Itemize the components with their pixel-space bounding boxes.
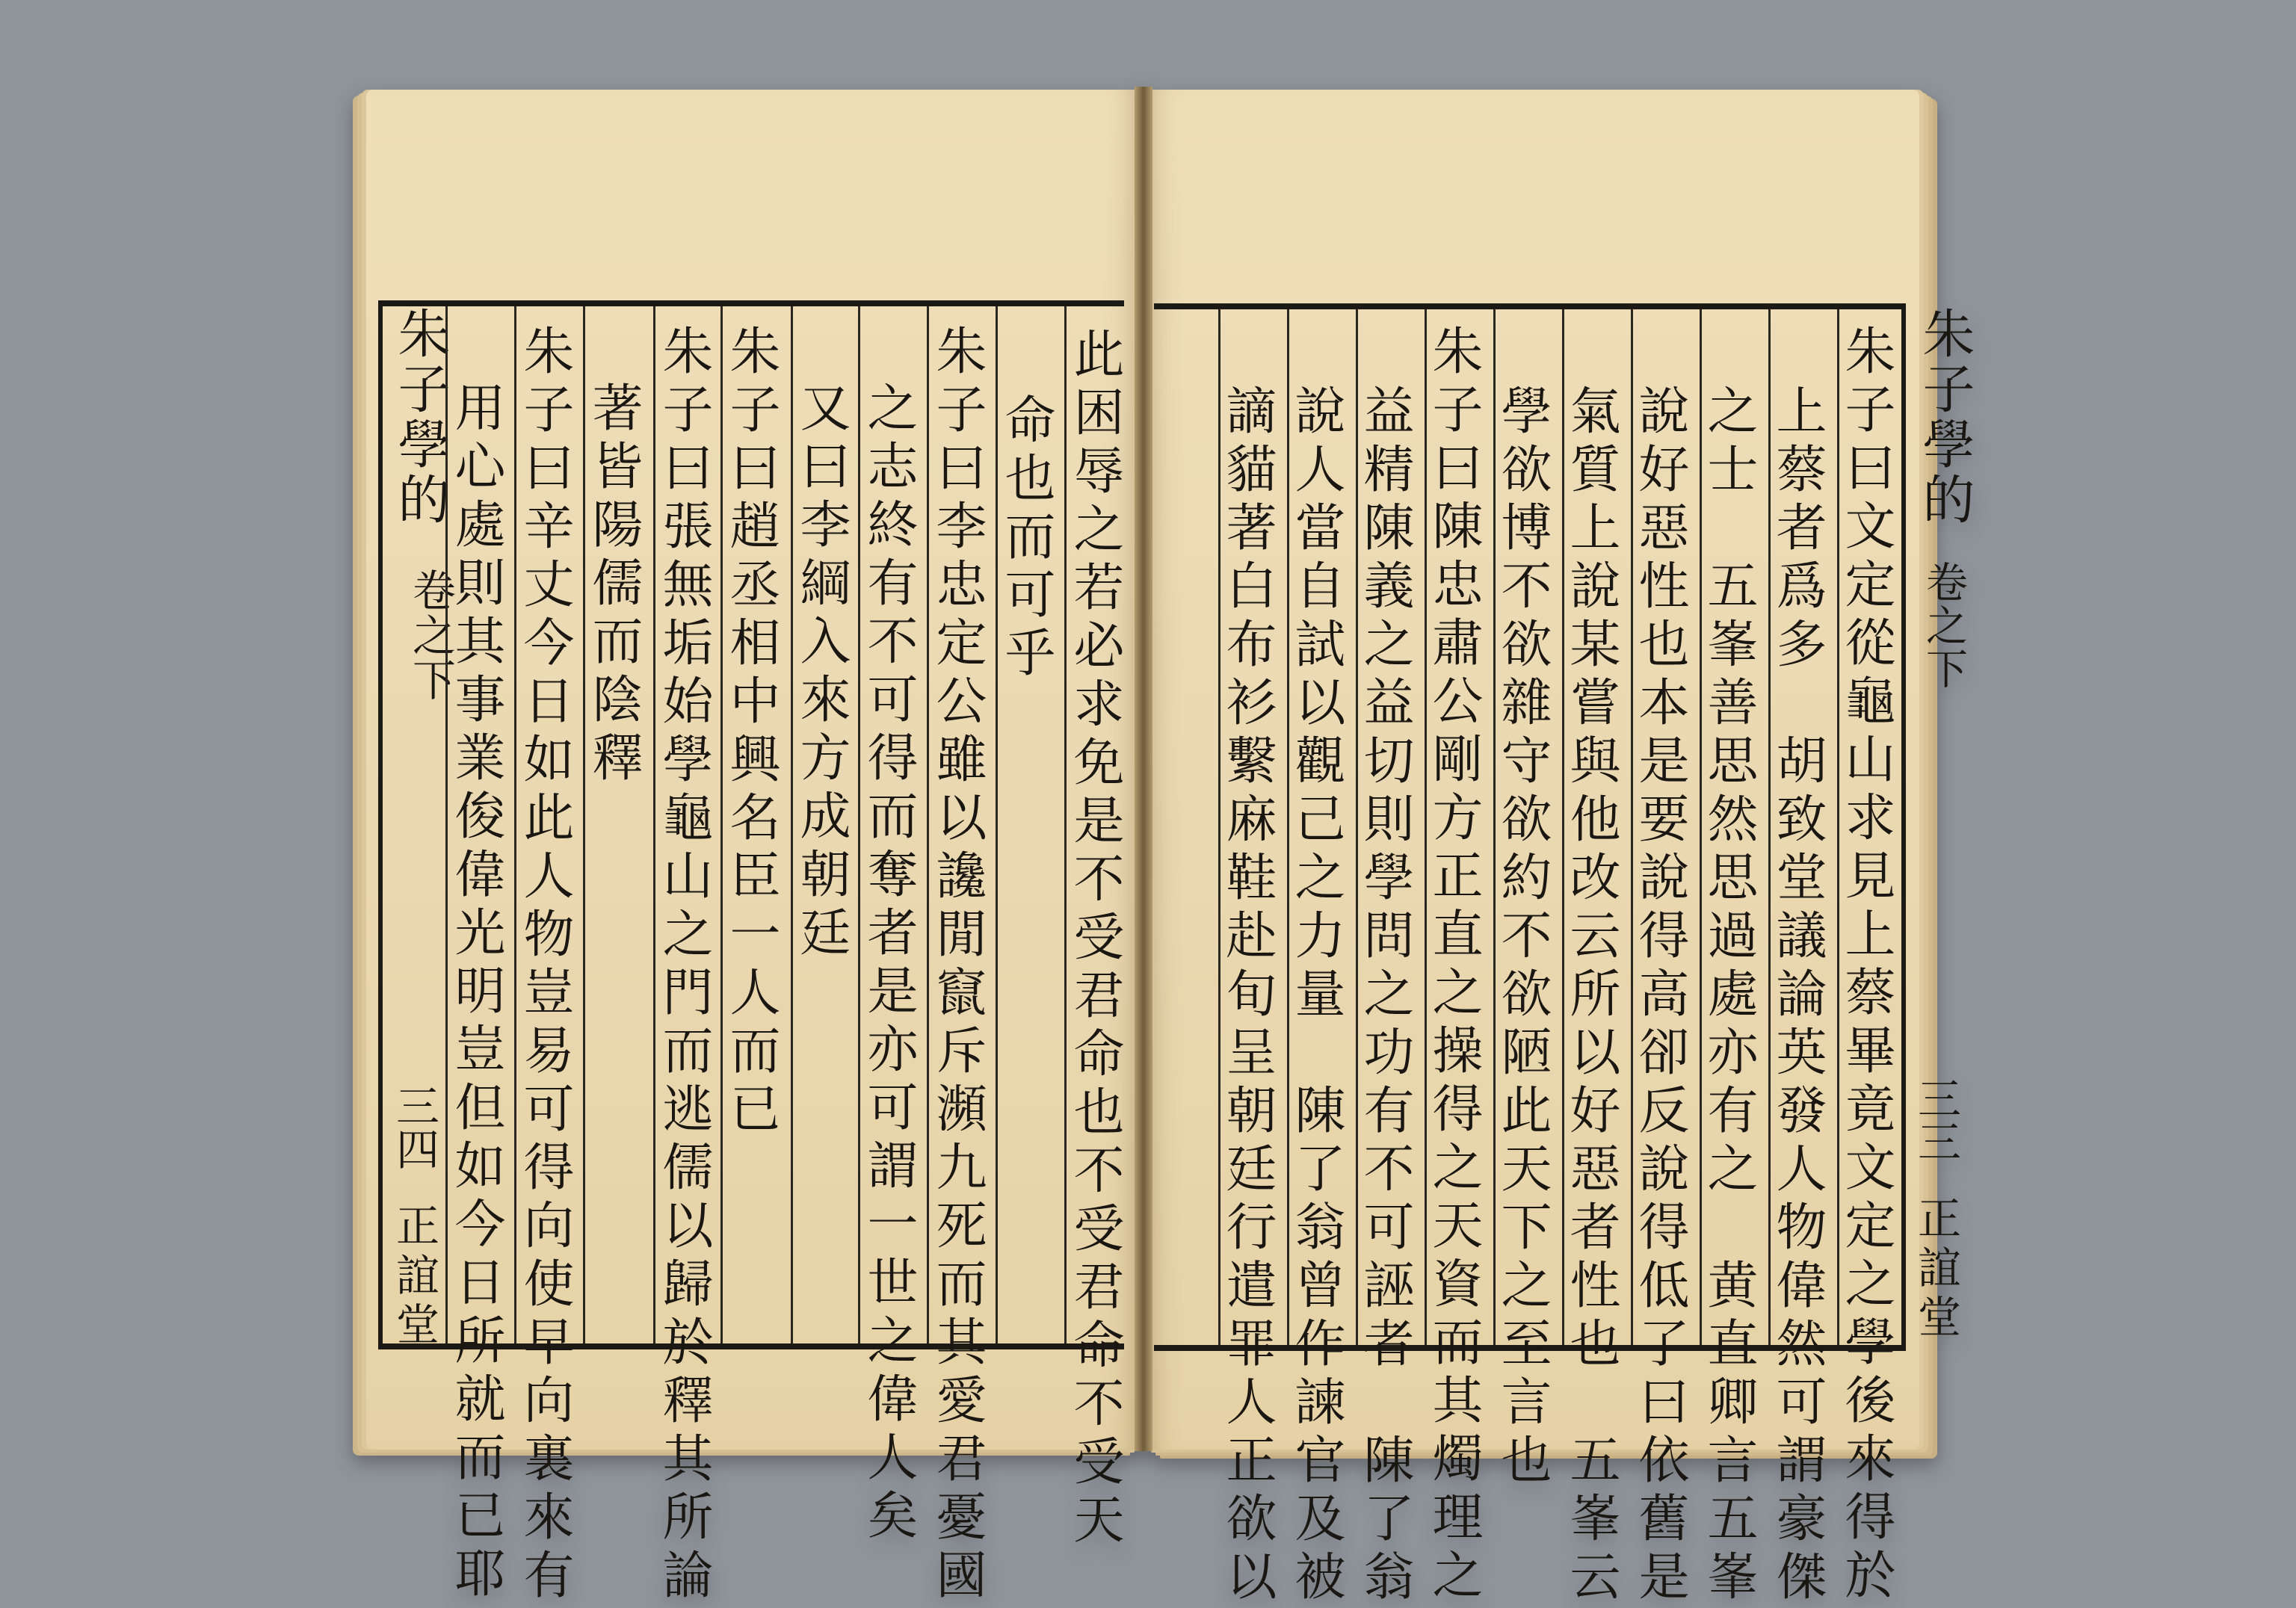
right-publisher: 正誼堂 [1910,1196,1961,1343]
left-column-7: 朱子曰張無垢始學龜山之門而逃儒以歸於釋其所論 [654,324,713,1607]
book-gutter [1135,87,1152,1451]
left-column-1: 此困辱之若必求免是不受君命也不受君命不受天 [1065,327,1124,1551]
right-column-2: 上蔡者爲多 胡致堂議論英發人物偉然可謂豪傑 [1768,384,1827,1608]
left-column-8: 著皆陽儒而陰釋 [584,381,643,789]
right-margin-volume: 卷之下 [1919,560,1968,690]
left-text-frame [378,300,1124,1607]
right-column-10: 謫貓著白布衫繫麻鞋赴旬呈朝廷行遣罪人正欲以 [1218,384,1277,1608]
left-column-5: 又曰李綱入來方成朝廷 [791,381,851,964]
left-column-4: 之志終有不可得而奪者是亦可謂一世之偉人矣 [859,381,918,1547]
open-book [350,82,1975,1608]
right-column-4: 說好惡性也本是要說得高卻反說得低了曰依舊是 [1630,384,1689,1608]
left-column-10: 用心處則其事業俊偉光明豈但如今日所就而已耶 [446,381,505,1605]
right-column-6: 學欲博不欲雜守欲約不欲陋此天下之至言也 [1493,384,1552,1491]
right-column-8: 益精陳義之益切則學問之功有不可誣者 陳了翁 [1355,384,1414,1608]
left-margin-volume: 卷之下 [405,568,456,702]
right-column-7: 朱子曰陳忠肅公剛方正直之操得之天資而其燭理之 [1424,324,1483,1607]
left-column-3: 朱子曰李忠定公雖以讒閒竄斥瀕九死而其愛君憂國 [928,324,987,1607]
left-column-9: 朱子曰辛丈今日如此人物豈易可得向使早向裏來有 [515,324,574,1607]
left-column-6: 朱子曰趙丞相中興名臣一人而已 [721,324,780,1140]
left-page-number: 三四 [389,1083,439,1170]
right-column-3: 之士 五峯善思然思過處亦有之 黄直卿言五峯 [1699,384,1758,1608]
right-column-1: 朱子曰文定從龜山求見上蔡畢竟文定之學後來得於 [1836,324,1895,1607]
right-column-9: 說人當自試以觀己之力量 陳了翁曾作諫官及被 [1286,384,1345,1608]
right-column-5: 氣質上說某嘗與他改云所以好惡者性也 五峯云 [1561,384,1620,1608]
right-margin-title: 朱子學的 [1914,306,1975,528]
left-column-2: 命也而可乎 [996,393,1055,684]
right-text-frame [1154,303,1906,1608]
left-publisher: 正誼堂 [389,1203,439,1351]
right-page-number: 三三 [1910,1076,1961,1163]
left-margin-title: 朱子學的 [389,306,451,528]
